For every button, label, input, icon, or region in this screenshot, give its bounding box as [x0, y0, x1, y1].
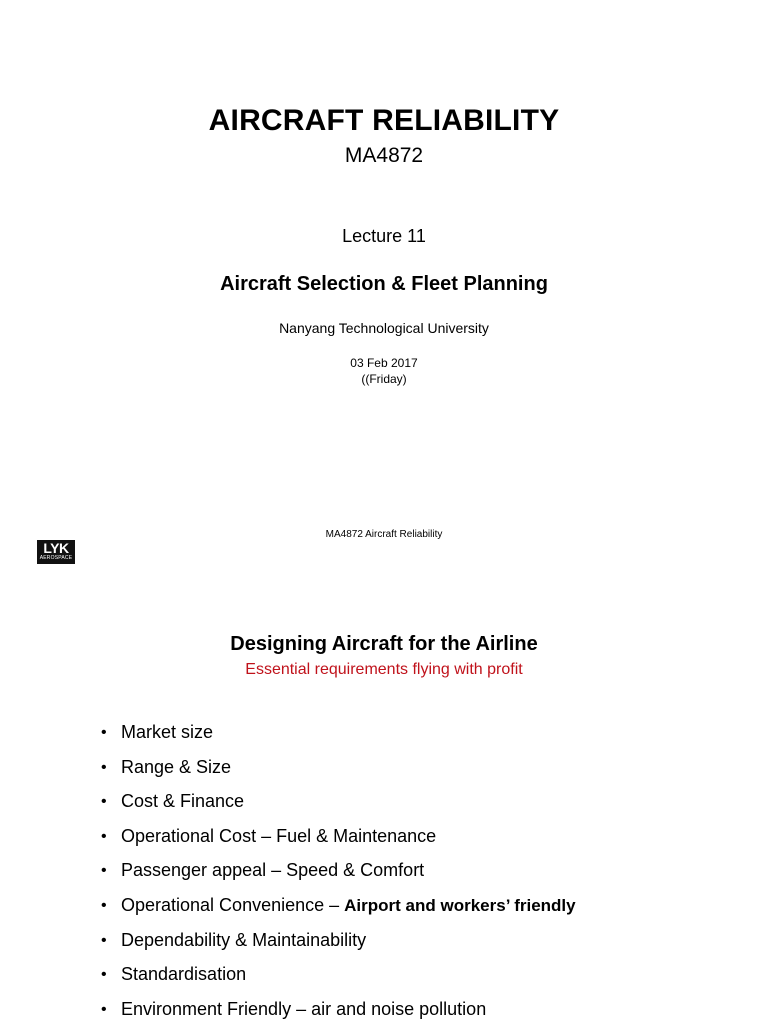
slide-footer: MA4872 Aircraft Reliability — [325, 529, 443, 540]
list-item — [0, 755, 768, 790]
requirements-list — [0, 720, 768, 1031]
bullet-icon: • — [101, 966, 107, 984]
bullet-icon: • — [101, 931, 107, 949]
list-item-text: Dependability & Maintainability — [121, 929, 367, 950]
list-item — [0, 824, 768, 859]
bullet-icon: • — [101, 724, 107, 741]
bullet-icon: • — [101, 862, 107, 880]
list-item — [0, 997, 768, 1031]
lecture-date: 03 Feb 2017 — [350, 356, 418, 370]
list-item-text: Standardisation — [121, 964, 247, 985]
slide-subtitle: Essential requirements flying with profit — [245, 661, 523, 678]
bullet-icon: • — [101, 758, 107, 776]
content-slide — [0, 570, 768, 1024]
lecture-title: Aircraft Selection & Fleet Planning — [220, 273, 548, 295]
list-item — [0, 720, 768, 755]
list-item-text: Range & Size — [121, 756, 232, 777]
lecture-day: ((Friday) — [361, 372, 407, 386]
list-item-text: Passenger appeal – Speed & Comfort — [121, 860, 425, 881]
list-item — [0, 789, 768, 824]
list-item-text: Cost & Finance — [121, 791, 245, 812]
list-item — [0, 928, 768, 963]
bullet-icon: • — [101, 827, 107, 845]
list-item-text: Operational Cost – Fuel & Maintenance — [121, 825, 437, 846]
course-code: MA4872 — [344, 144, 424, 167]
list-item-text: Market size — [121, 722, 214, 742]
bullet-icon: • — [101, 896, 107, 914]
list-item — [0, 962, 768, 997]
slide-title: Designing Aircraft for the Airline — [230, 633, 538, 655]
bullet-icon: • — [101, 793, 107, 811]
presentation-title: AIRCRAFT RELIABILITY — [208, 104, 560, 137]
bullet-icon: • — [101, 1000, 107, 1018]
university-name: Nanyang Technological University — [279, 320, 489, 336]
lyk-aerospace-logo — [37, 540, 75, 564]
list-item — [0, 858, 768, 893]
list-item — [0, 893, 768, 928]
lecture-number: Lecture 11 — [342, 226, 426, 246]
list-item-text: Environment Friendly – air and noise pollution — [121, 998, 487, 1019]
list-item-text: Operational Convenience – — [121, 894, 345, 915]
logo-main-text: LYK — [43, 540, 69, 556]
list-item-emphasis: Airport and workers’ friendly — [344, 895, 576, 915]
logo-sub-text: AEROSPACE — [39, 555, 73, 561]
